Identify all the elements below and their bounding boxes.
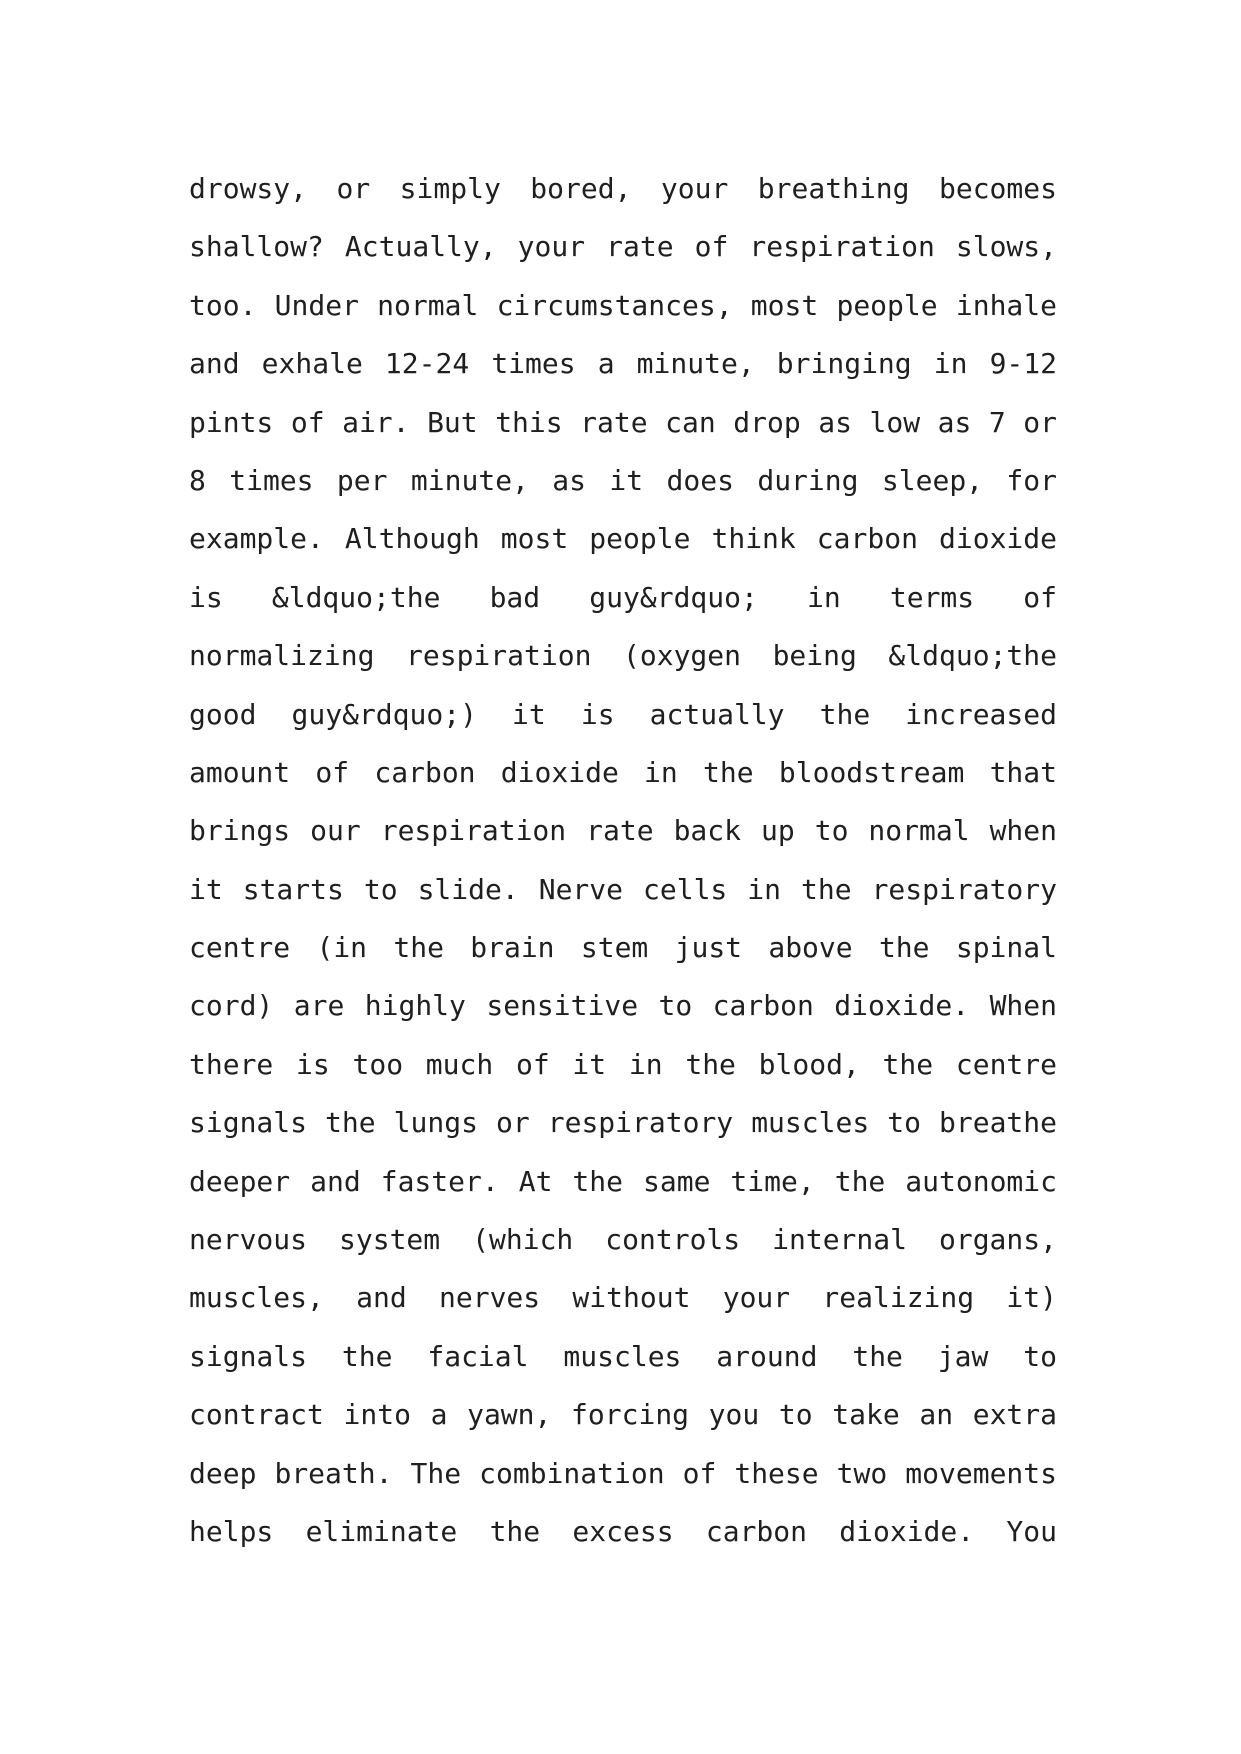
text-line: signals the lungs or respiratory muscles to breathe	[189, 1106, 1057, 1140]
text-line: shallow? Actually, your rate of respiration slows,	[189, 230, 1057, 264]
text-line: contract into a yawn, forcing you to take an extra	[189, 1398, 1057, 1432]
text-line: 8 times per minute, as it does during sleep, for	[189, 463, 1057, 497]
text-line: too. Under normal circumstances, most people inhale	[189, 288, 1057, 322]
text-line: cord) are highly sensitive to carbon dioxide. When	[189, 989, 1057, 1023]
text-line: muscles, and nerves without your realizing it)	[189, 1281, 1057, 1315]
text-line: centre (in the brain stem just above the spinal	[189, 931, 1057, 965]
body-paragraph	[189, 160, 1057, 1561]
text-line: normalizing respiration (oxygen being &ldquo;the	[189, 639, 1057, 673]
text-line: drowsy, or simply bored, your breathing becomes	[189, 172, 1057, 205]
text-line: deeper and faster. At the same time, the autonomic	[189, 1164, 1057, 1198]
text-line: and exhale 12-24 times a minute, bringing in 9-12	[189, 347, 1057, 381]
text-line: helps eliminate the excess carbon dioxide. You	[189, 1514, 1057, 1548]
text-line: good guy&rdquo;) it is actually the increased	[189, 697, 1057, 731]
text-line: amount of carbon dioxide in the bloodstream that	[189, 755, 1057, 789]
text-line: pints of air. But this rate can drop as low as 7 or	[189, 405, 1057, 439]
text-line: it starts to slide. Nerve cells in the respiratory	[189, 872, 1057, 906]
text-line: deep breath. The combination of these two movements	[189, 1456, 1057, 1490]
text-line: brings our respiration rate back up to normal when	[189, 814, 1057, 848]
text-line: example. Although most people think carbon dioxide	[189, 522, 1057, 556]
text-line: signals the facial muscles around the jaw to	[189, 1339, 1057, 1373]
text-line: nervous system (which controls internal organs,	[189, 1223, 1057, 1257]
text-line: is &ldquo;the bad guy&rdquo; in terms of	[189, 580, 1057, 614]
text-line: there is too much of it in the blood, the centre	[189, 1047, 1057, 1081]
